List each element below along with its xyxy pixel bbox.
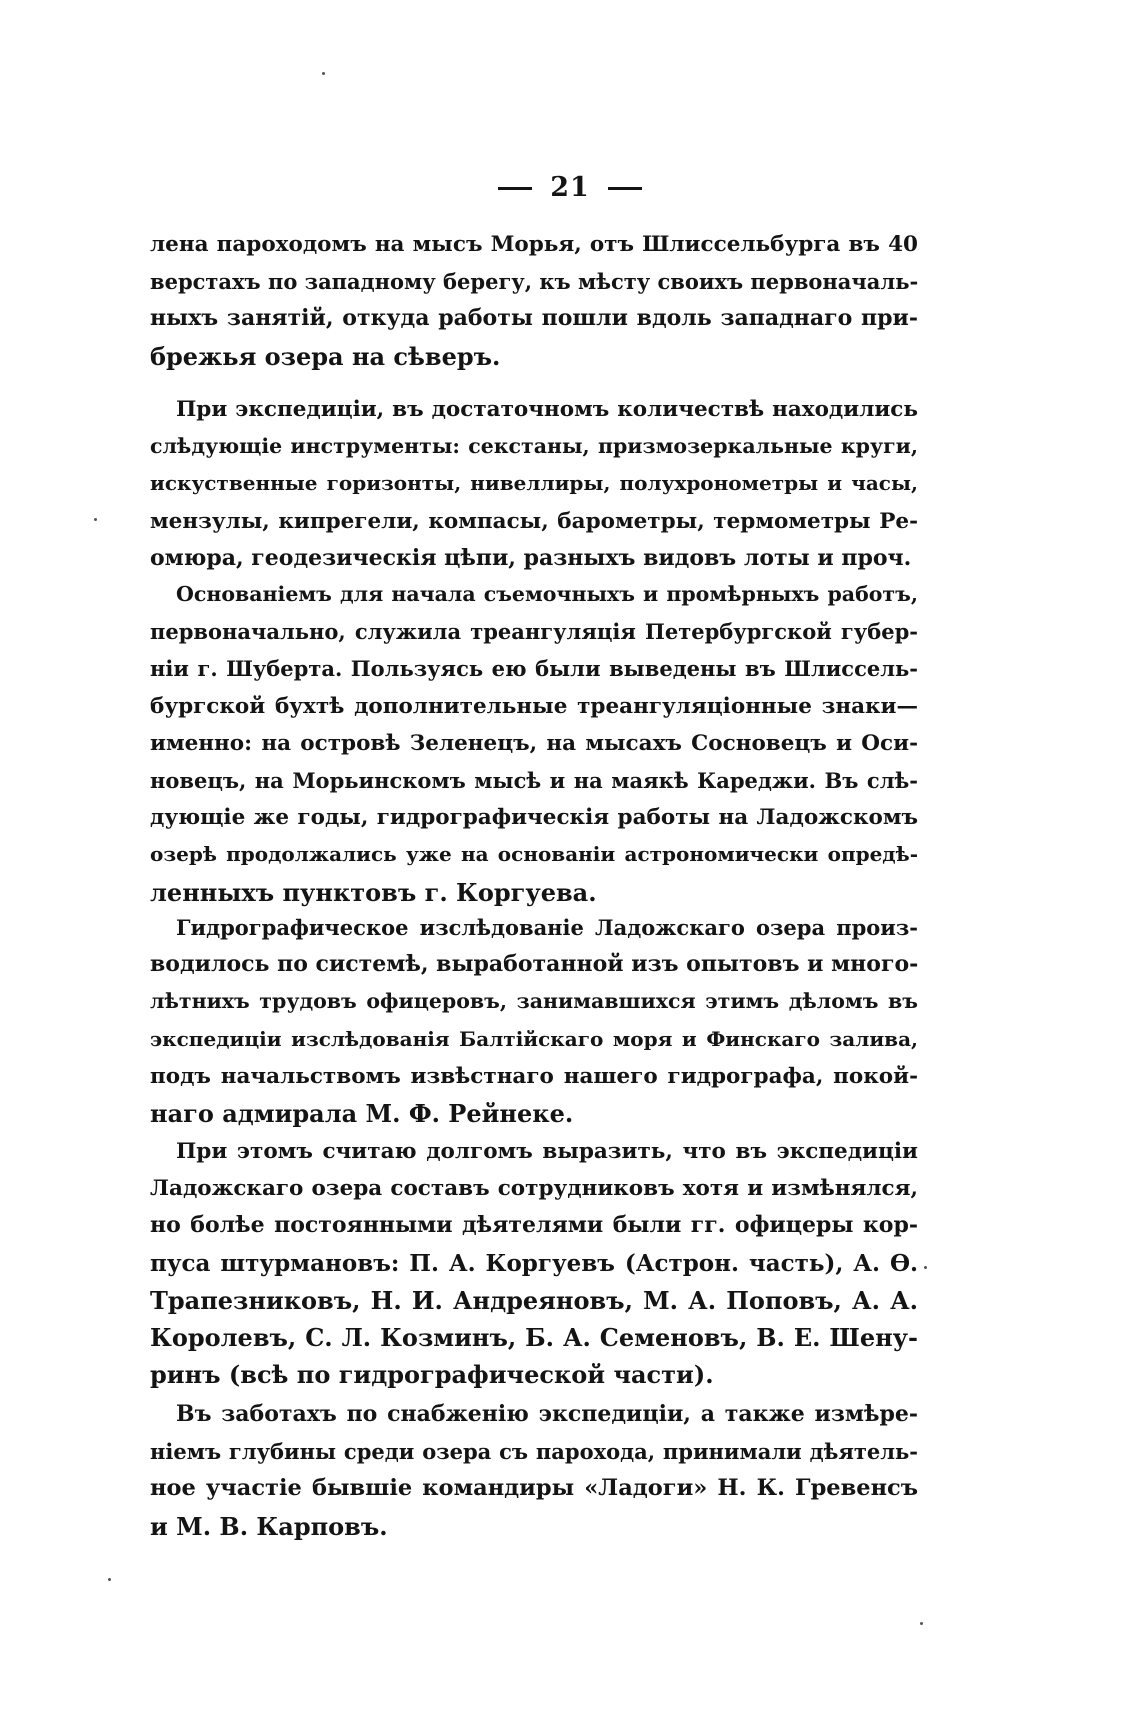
text-line: но болѣе постоянными дѣятелями были гг. офицеры кор- bbox=[150, 1212, 918, 1239]
text-line: экспедиціи изслѣдованія Балтійскаго моря и Финскаго залива, bbox=[150, 1026, 918, 1051]
text-line: Трапезниковъ, Н. И. Андреяновъ, М. А. Поповъ, А. А. bbox=[150, 1285, 918, 1315]
text-line: Основаніемъ для начала съемочныхъ и промѣрныхъ работъ, bbox=[176, 582, 918, 606]
page-number bbox=[0, 172, 1140, 203]
text-line: наго адмирала М. Ф. Рейнеке. bbox=[150, 1098, 574, 1128]
text-line: ніемъ глубины среди озера съ парохода, принимали дѣятель- bbox=[150, 1439, 918, 1465]
text-line: пуса штурмановъ: П. А. Коргуевъ (Астрон. часть), А. Ѳ. bbox=[150, 1249, 918, 1277]
left-dash bbox=[498, 187, 532, 190]
text-line: именно: на островѣ Зеленецъ, на мысахъ Сосновецъ и Оси- bbox=[150, 730, 918, 756]
paragraph-2 bbox=[150, 391, 918, 577]
text-line: Въ заботахъ по снабженію экспедиціи, а также измѣре- bbox=[176, 1401, 918, 1427]
text-line: омюра, геодезическія цѣпи, разныхъ видовъ лоты и проч. bbox=[150, 544, 912, 571]
text-line: ное участіе бывшіе командиры «Ладоги» Н. К. Гревенсъ bbox=[150, 1475, 918, 1502]
paragraph-5 bbox=[150, 1133, 918, 1393]
scan-speck bbox=[920, 1622, 923, 1625]
text-line: искуственные горизонты, нивеллиры, полухронометры и часы, bbox=[150, 471, 918, 496]
text-line: Ладожскаго озера составъ сотрудниковъ хотя и измѣнялся, bbox=[150, 1176, 918, 1202]
text-line: дующіе же годы, гидрографическія работы на Ладожскомъ bbox=[150, 805, 918, 831]
text-line: водилось по системѣ, выработанной изъ опытовъ и много- bbox=[150, 951, 918, 978]
text-line: бургской бухтѣ дополнительные треангуляціонные знаки— bbox=[150, 693, 918, 719]
text-line: лѣтнихъ трудовъ офицеровъ, занимавшихся этимъ дѣломъ въ bbox=[150, 989, 918, 1014]
text-line: Королевъ, С. Л. Козминъ, Б. А. Семеновъ, В. Е. Шену- bbox=[150, 1322, 918, 1352]
text-line: новецъ, на Морьинскомъ мысѣ и на маякѣ Кареджи. Въ слѣ- bbox=[150, 767, 918, 793]
text-line: верстахъ по западному берегу, къ мѣсту своихъ первоначаль- bbox=[150, 269, 918, 295]
text-line: ніи г. Шуберта. Пользуясь ею были выведены въ Шлиссель- bbox=[150, 656, 918, 682]
right-dash bbox=[608, 187, 642, 190]
scan-speck bbox=[94, 518, 97, 521]
scan-speck bbox=[108, 1578, 111, 1581]
text-line: брежья озера на сѣверъ. bbox=[150, 341, 501, 371]
text-line: озерѣ продолжались уже на основаніи астрономически опредѣ- bbox=[150, 842, 918, 867]
scan-speck bbox=[924, 1266, 927, 1269]
text-line: мензулы, кипрегели, компасы, барометры, термометры Ре- bbox=[150, 508, 918, 534]
text-line: слѣдующіе инструменты: секстаны, призмозеркальные круги, bbox=[150, 434, 918, 459]
text-line: Гидрографическое изслѣдованіе Ладожскаго озера произ- bbox=[176, 915, 918, 940]
paragraph-1 bbox=[150, 226, 918, 375]
paragraph-3 bbox=[150, 576, 918, 911]
page-number-value: 21 bbox=[550, 172, 590, 203]
paragraph-4 bbox=[150, 909, 918, 1132]
text-line: При экспедиціи, въ достаточномъ количествѣ находились bbox=[176, 397, 918, 422]
text-line: и М. В. Карповъ. bbox=[150, 1511, 388, 1541]
text-line: лена пароходомъ на мысъ Морья, отъ Шлиссельбурга въ 40 bbox=[150, 232, 918, 257]
text-line: первоначально, служила треангуляція Петербургской губер- bbox=[150, 619, 918, 645]
text-line: подъ начальствомъ извѣстнаго нашего гидрографа, покой- bbox=[150, 1063, 918, 1089]
scan-speck bbox=[322, 72, 325, 75]
text-line: При этомъ считаю долгомъ выразить, что въ экспедиціи bbox=[176, 1139, 918, 1164]
text-line: ринъ (всѣ по гидрографической части). bbox=[150, 1360, 714, 1390]
text-line: ныхъ занятій, откуда работы пошли вдоль западнаго при- bbox=[150, 305, 918, 332]
text-line: ленныхъ пунктовъ г. Коргуева. bbox=[150, 877, 597, 907]
paragraph-6 bbox=[150, 1396, 918, 1545]
